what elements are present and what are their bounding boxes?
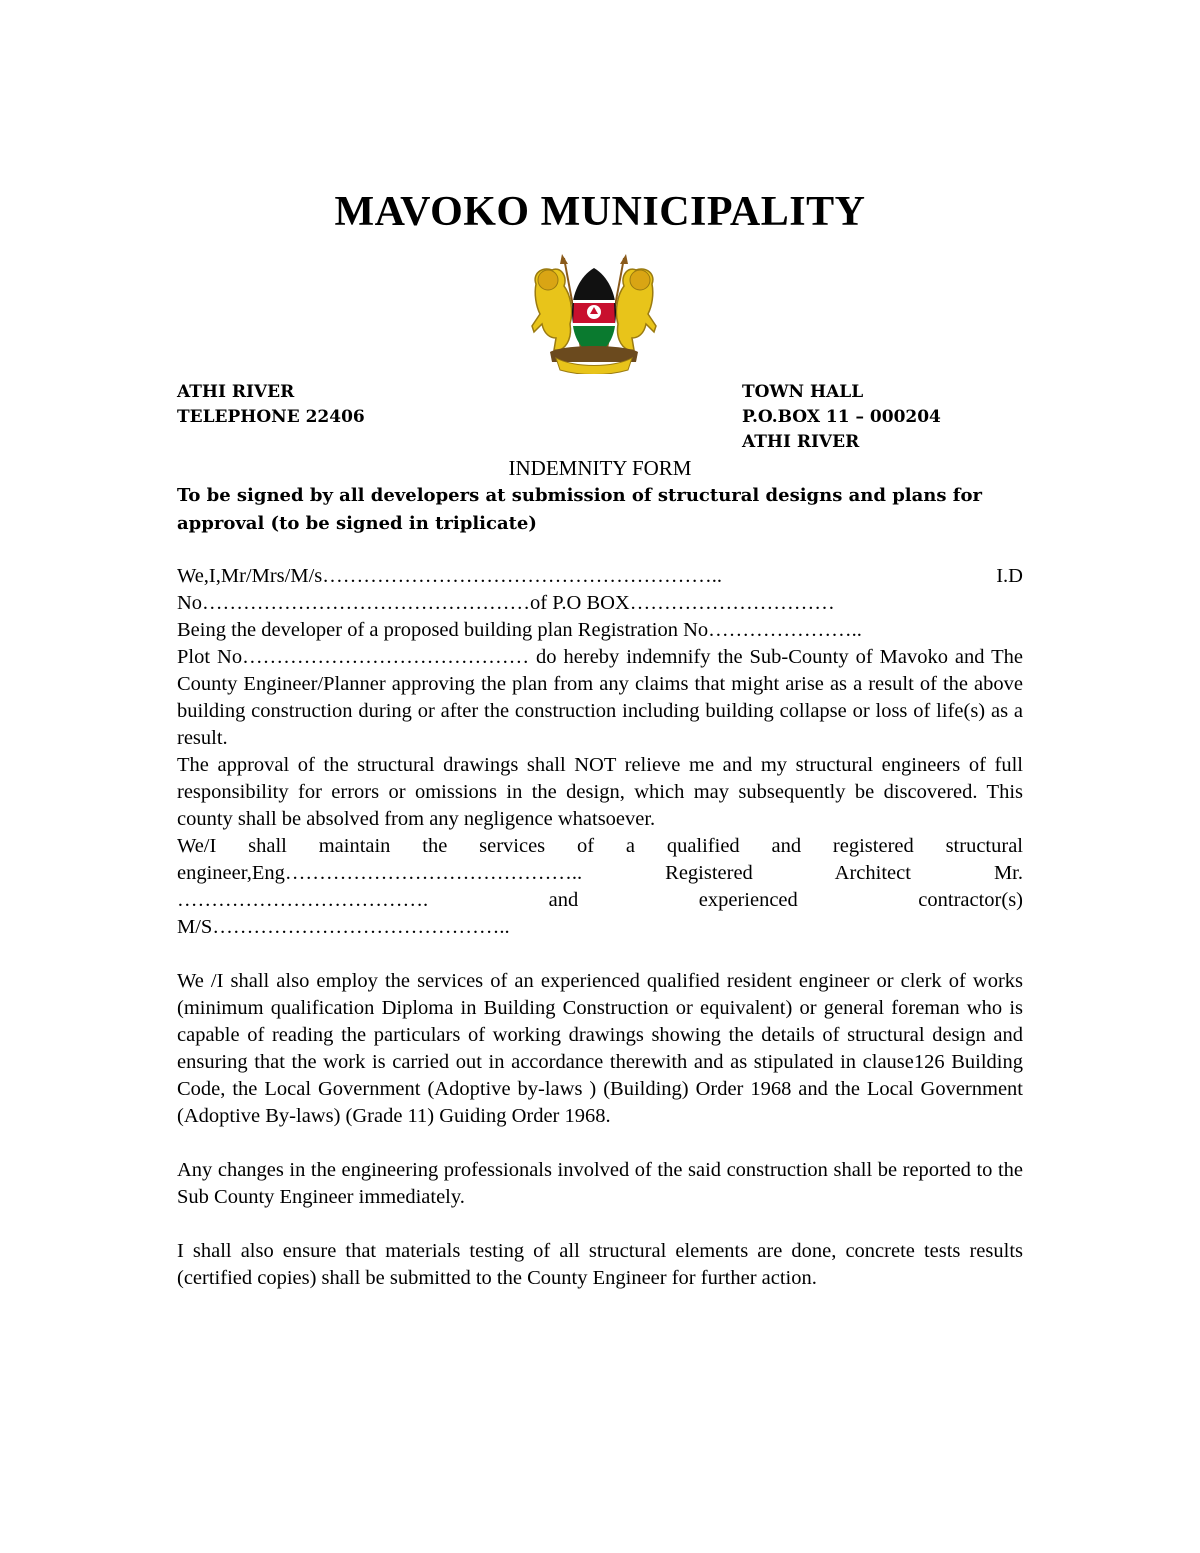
telephone-line: TELEPHONE 22406 [177,407,365,427]
materials-testing-paragraph: I shall also ensure that materials testing of all structural elements are done, concrete tests results (certified copies) shall be submitted to the County Engineer for further action. [177,1240,1023,1289]
resident-engineer-paragraph: We /I shall also employ the services of an experienced qualified resident engineer or clerk of works (minimum qualification Diploma in Building Construction or equivalent) or general foreman who is capable of reading the particulars of working drawings showing the details of structural design and ensuring that the work is carried out in accordance therewith and as stipulated in clause126 Building Code, the Local Government (Adoptive by-laws ) (Building) Order 1968 and the Local Government (Adoptive By-laws) (Grade 11) Guiding Order 1968. [177,970,1023,1127]
page-title: MAVOKO MUNICIPALITY [334,189,866,235]
engineer-name-line: engineer,Eng…………………………………….. Registered Architect Mr. [177,862,1023,884]
changes-paragraph: Any changes in the engineering professionals involved of the said construction shall be reported to the Sub County Engineer immediately. [177,1159,1023,1208]
form-title: INDEMNITY FORM [508,456,692,480]
id-label: I.D [996,565,1023,587]
address-line: TOWN HALL [742,382,864,402]
engineer-line [177,833,1023,860]
municipality-address [177,380,365,430]
po-box-line: P.O.BOX 11 – 000204 [742,407,941,427]
registration-line: Being the developer of a proposed building plan Registration No………………….. [177,619,862,641]
contractor-line: M/S…………………………………….. [177,916,510,938]
kenya-coat-of-arms-icon [524,254,664,374]
engineer-line-text: We/I shall maintain the services of a qualified and registered structural [177,835,1023,857]
town-hall-address [742,380,941,455]
address-line: ATHI RIVER [177,382,295,402]
architect-line: ………………………………. and experienced contractor(s) [177,889,1023,911]
developer-name-line [177,563,1023,590]
id-po-box-line: No…………………………………………of P.O BOX………………………… [177,592,835,614]
form-body [177,563,1023,1292]
form-subtitle: To be signed by all developers at submission of structural designs and plans for approval (to be signed in triplicate) [177,485,983,534]
address-line: ATHI RIVER [742,432,860,452]
developer-name-field: We,I,Mr/Mrs/M/s………………………………………………….. [177,565,723,587]
approval-paragraph: The approval of the structural drawings shall NOT relieve me and my structural engineers of full responsibility for errors or omissions in the design, which may subsequently be discovered. This county shall be absolved from any negligence whatsoever. [177,754,1023,830]
indemnity-paragraph: Plot No…………………………………… do hereby indemnify the Sub-County of Mavoko and The County Engineer/Planner approving the plan from any claims that might arise as a result of the above building construction during or after the construction including building collapse or loss of life(s) as a result. [177,646,1023,749]
